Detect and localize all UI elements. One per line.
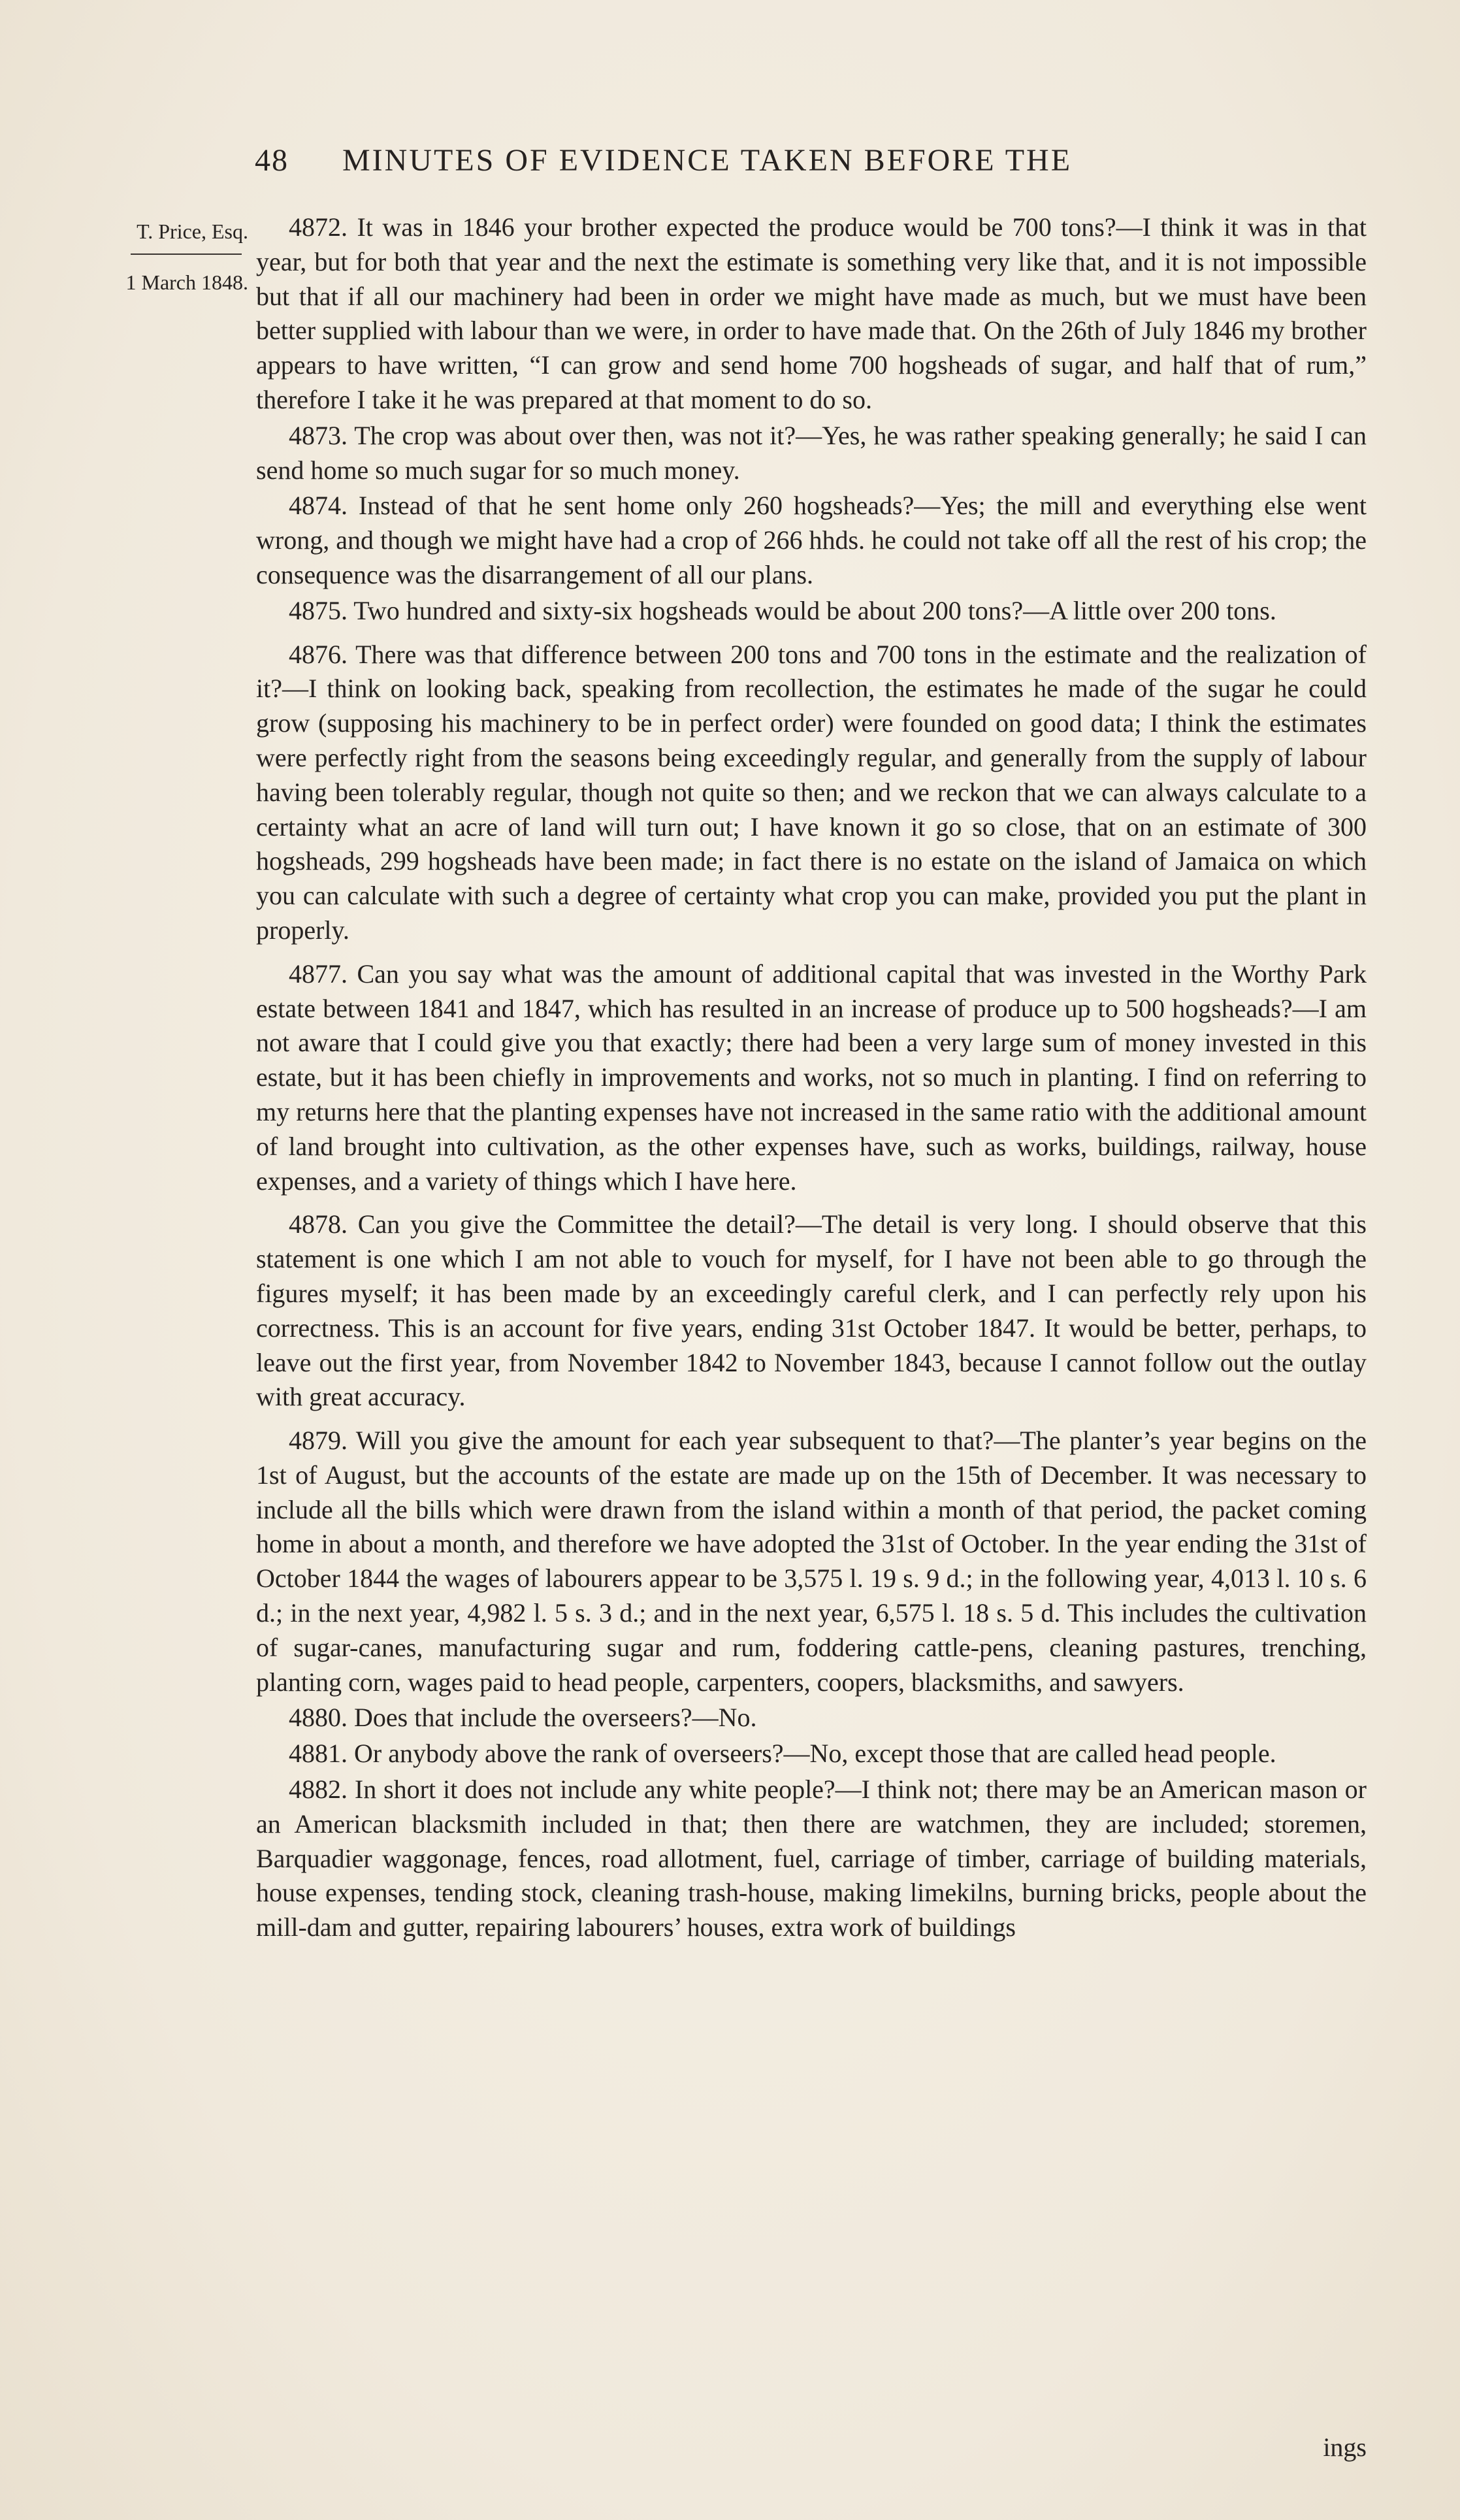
paragraph-4874: 4874. Instead of that he sent home only 260 hogsheads?—Yes; the mill and everything else went wrong, and though we might have had a crop of 266 hhds. he could not take off all the rest of his crop; the consequence was the disarrangement of all our plans. [256,491,1367,589]
page-header [255,142,1365,195]
paragraph-4872: 4872. It was in 1846 your brother expected the produce would be 700 tons?—I think it was in that year, but for both that year and the next the estimate is something very like that, and it is not impossible but that if all our machinery had been in order we might have made as much, but we must have been better supplied with labour than we were, in order to have made that. On the 26th of July 1846 my brother appears to have written, “I can grow and send home 700 hogsheads of sugar, and half that of rum,” therefore I take it he was prepared at that moment to do so. [256,212,1367,414]
margin-witness: T. Price, Esq. [137,220,248,243]
paragraph-4877: 4877. Can you say what was the amount of additional capital that was invested in the Worthy Park estate between 1841 and 1847, which has resulted in an increase of produce up to 500 hogsheads?—I am not aware that I could give you that exactly; there had been a very large sum of money invested in this estate, but it has been chiefly in improvements and works, not so much in planting. I find on referring to my returns here that the planting expenses have not increased in the same ratio with the additional amount of land brought into cultivation, as the other expenses have, such as works, buildings, railway, house expenses, and a variety of things which I have here. [256,958,1367,1196]
running-head: MINUTES OF EVIDENCE TAKEN BEFORE THE [342,143,1073,178]
paragraph-4879: 4879. Will you give the amount for each year subsequent to that?—The planter’s year begins on the 1st of August, but the accounts of the estate are made up on the 15th of December. It was necessary to include all the bills which were drawn from the island within a month of that period, the packet coming home in about a month, and therefore we have adopted the 31st of October. In the year ending the 31st of October 1844 the wages of labourers appear to be 3,575 l. 19 s. 9 d.; in the following year, 4,013 l. 10 s. 6 d.; in the next year, 4,982 l. 5 s. 3 d.; and in the next year, 6,575 l. 18 s. 5 d. This includes the cultivation of sugar-canes, manufacturing sugar and rum, foddering cattle-pens, cleaning pastures, trenching, planting corn, wages paid to head people, carpenters, coopers, blacksmiths, and sawyers. [256,1426,1367,1697]
paragraph-4880: 4880. Does that include the overseers?—No. [289,1703,757,1733]
paragraph-4881: 4881. Or anybody above the rank of overseers?—No, except those that are called head people. [289,1739,1276,1769]
margin-date: 1 March 1848. [125,270,248,294]
evidence-text [256,210,1367,1946]
catchword: ings [1323,2432,1367,2462]
paragraph-4876: 4876. There was that difference between 200 tons and 700 tons in the estimate and the realization of it?—I think on looking back, speaking from recollection, the estimates he made of the sugar he could grow (supposing his machinery to be in perfect order) were founded on good data; I think the estimates were perfectly right from the seasons being exceedingly regular, and generally from the supply of labour having been tolerably regular, though not quite so then; and we reckon that we can always calculate to a certainty what an acre of land will turn out; I have known it go so close, that on an estimate of 300 hogsheads, 299 hogsheads have been made; in fact there is no estate on the island of Jamaica on which you can calculate with such a degree of certainty what crop you can make, provided you put the plant in properly. [256,639,1367,945]
paragraph-4878: 4878. Can you give the Committee the detail?—The detail is very long. I should observe that this statement is one which I am not able to vouch for myself, for I have not been able to go through the figures myself; it has been made by an exceedingly careful clerk, and I can perfectly rely upon his correctness. This is an account for five years, ending 31st October 1847. It would be better, perhaps, to leave out the first year, from November 1842 to November 1843, because I cannot follow out the outlay with great accuracy. [256,1209,1367,1412]
page-number: 48 [255,143,289,178]
paragraph-4875: 4875. Two hundred and sixty-six hogsheads would be about 200 tons?—A little over 200 tons. [289,595,1276,625]
margin-rule [131,254,242,260]
paragraph-4882: 4882. In short it does not include any white people?—I think not; there may be an American mason or an American blacksmith included in that; then there are watchmen, they are included; storemen, Barquadier waggonage, fences, road allotment, fuel, carriage of timber, carriage of building materials, house expenses, tending stock, cleaning trash-house, making limekilns, burning bricks, people about the mill-dam and gutter, repairing labourers’ houses, extra work of buildings [256,1775,1367,1942]
paragraph-4873: 4873. The crop was about over then, was not it?—Yes, he was rather speaking generally; he said I can send home so much sugar for so much money. [256,420,1367,485]
margin-notes [39,216,248,298]
